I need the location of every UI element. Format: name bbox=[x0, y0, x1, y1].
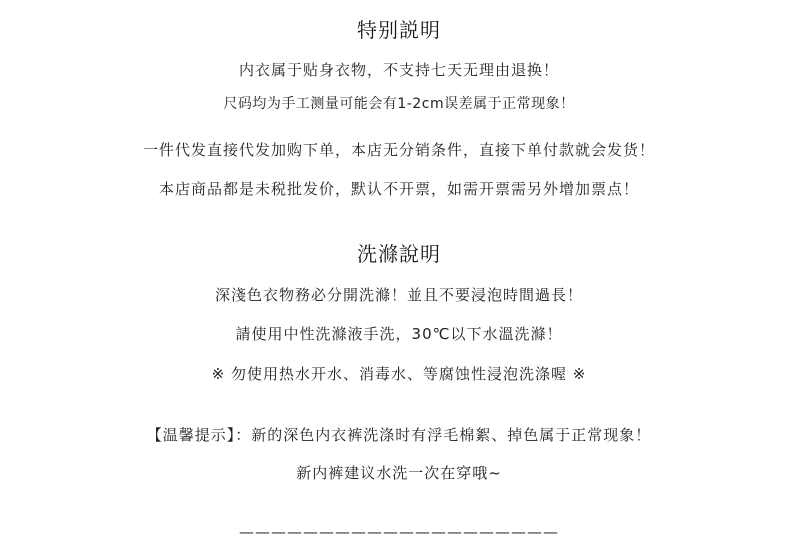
notice-line-dropshipping: 一件代发直接代发加购下单，本店无分销条件，直接下单付款就会发货！ bbox=[142, 141, 655, 159]
notice-line-invoice: 本店商品都是未税批发价，默认不开票，如需开票需另外增加票点！ bbox=[158, 180, 639, 198]
tip-line-wash-first: 新内裤建议水洗一次在穿哦~ bbox=[296, 464, 502, 482]
bottom-divider: ———————————————————— bbox=[239, 523, 559, 541]
washing-line-temperature: 請使用中性洗滌液手洗，30℃以下水溫洗滌！ bbox=[235, 325, 563, 343]
washing-title: 洗滌說明 bbox=[357, 242, 441, 266]
notice-line-size-error: 尺码均为手工测量可能会有1-2cm误差属于正常现象！ bbox=[223, 96, 575, 112]
washing-line-separate: 深淺色衣物務必分開洗滌！並且不要浸泡時間過長！ bbox=[214, 286, 583, 304]
washing-line-warning: ※ 勿使用热水开水、消毒水、等腐蚀性浸泡洗涤喔 ※ bbox=[211, 365, 587, 383]
notice-title: 特别説明 bbox=[357, 18, 441, 42]
tip-line-color-fade: 【温馨提示】：新的深色内衣裤洗涤时有浮毛棉絮、掉色属于正常现象！ bbox=[146, 426, 652, 444]
notice-line-return-policy: 内衣属于贴身衣物，不支持七天无理由退换！ bbox=[238, 61, 559, 79]
